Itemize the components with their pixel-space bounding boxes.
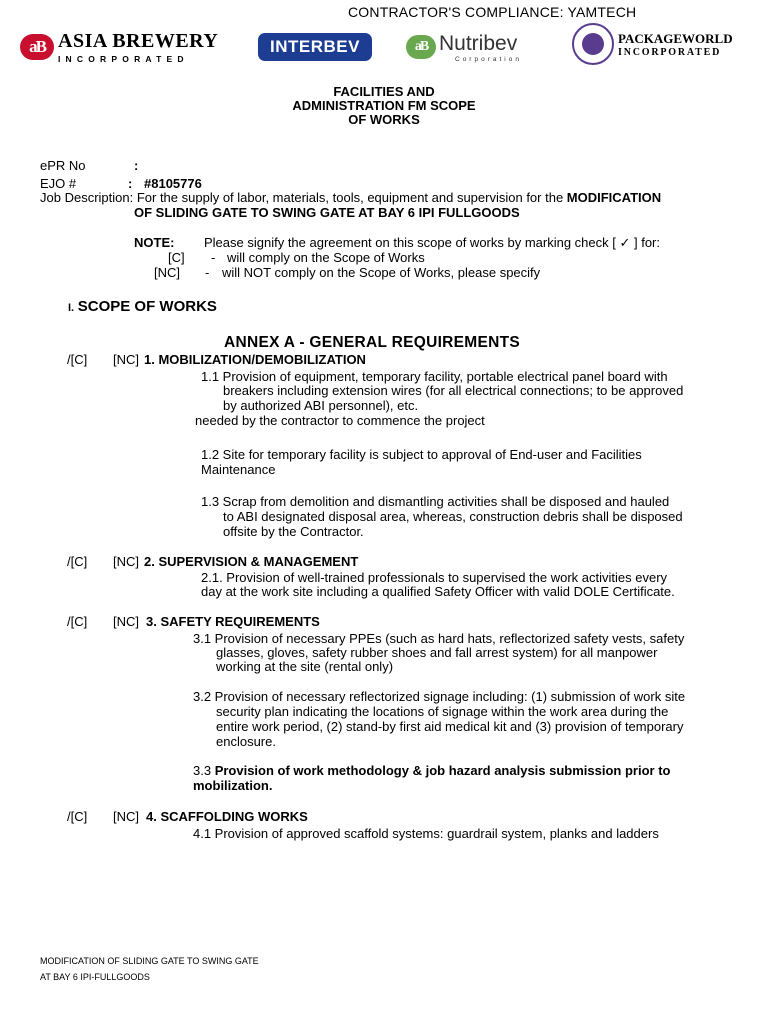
nutribev-name: Nutribev bbox=[439, 31, 518, 55]
note-c-code: [C] bbox=[168, 250, 185, 265]
job-text: : For the supply of labor, materials, tools, equipment and supervision for the bbox=[129, 190, 567, 205]
doc-title-line3: OF WORKS bbox=[348, 112, 420, 127]
packageworld-name: PACKAGEWORLD bbox=[618, 30, 733, 46]
s1-item3-line1: 1.3 Scrap from demolition and dismantling activities shall be disposed and hauled bbox=[201, 494, 670, 509]
s1-item2-line2: Maintenance bbox=[201, 462, 276, 477]
s4-title: 4. SCAFFOLDING WORKS bbox=[146, 809, 308, 824]
note-c-dash: - bbox=[211, 250, 216, 265]
note-text: Please signify the agreement on this scope of works by marking check [ ✓ ] for: bbox=[204, 235, 660, 250]
job-description-line1 bbox=[40, 190, 661, 205]
s4-c-mark: /[C] bbox=[67, 809, 88, 824]
scope-numeral: I. bbox=[68, 302, 75, 314]
packageworld-sub: INCORPORATED bbox=[618, 46, 722, 58]
s2-item1-line2: day at the work site including a qualified Safety Officer with valid DOLE Certificate. bbox=[201, 584, 675, 599]
nutribev-logo bbox=[406, 30, 522, 64]
asia-brewery-logo bbox=[20, 30, 218, 64]
asia-brewery-sub: INCORPORATED bbox=[58, 54, 189, 64]
s1-item1-line1: 1.1 Provision of equipment, temporary facility, portable electrical panel board with bbox=[201, 369, 668, 384]
footer-line1: MODIFICATION OF SLIDING GATE TO SWING GATE bbox=[40, 956, 259, 966]
s3-c-mark: /[C] bbox=[67, 614, 88, 629]
note-c-text: will comply on the Scope of Works bbox=[227, 250, 425, 265]
s3-item3-line1 bbox=[193, 763, 670, 778]
s2-c-mark: /[C] bbox=[67, 554, 88, 569]
s3-item1-line1: 3.1 Provision of necessary PPEs (such as hard hats, reflectorized safety vests, safety bbox=[193, 631, 685, 646]
s4-item1-line1: 4.1 Provision of approved scaffold systems: guardrail system, planks and ladders bbox=[193, 826, 659, 841]
ejo-value: #8105776 bbox=[144, 176, 202, 191]
s1-title: 1. MOBILIZATION/DEMOBILIZATION bbox=[144, 352, 366, 367]
asia-brewery-mark-icon: aB bbox=[20, 34, 54, 60]
job-label: Job Description bbox=[40, 190, 130, 205]
packageworld-seal-icon bbox=[572, 23, 614, 65]
s3-item2-line1: 3.2 Provision of necessary reflectorized signage including: (1) submission of work site bbox=[193, 689, 686, 704]
interbev-logo bbox=[258, 30, 372, 64]
s3-item2-line2: security plan indicating the locations of signage within the work area during the bbox=[216, 704, 669, 719]
s1-item2-line1: 1.2 Site for temporary facility is subject to approval of End-user and Facilities bbox=[201, 447, 642, 462]
ejo-label: EJO # bbox=[40, 176, 77, 191]
s1-item1-line4: needed by the contractor to commence the project bbox=[195, 413, 485, 428]
s1-item1-line2: breakers including extension wires (for all electrical connections; to be approved bbox=[223, 383, 684, 398]
s3-nc-mark: [NC] bbox=[113, 614, 139, 629]
interbev-name: INTERBEV bbox=[258, 33, 372, 61]
compliance-header: CONTRACTOR'S COMPLIANCE: YAMTECH bbox=[348, 4, 637, 20]
s2-nc-mark: [NC] bbox=[113, 554, 139, 569]
s2-title: 2. SUPERVISION & MANAGEMENT bbox=[144, 554, 359, 569]
note-nc-text: will NOT comply on the Scope of Works, please specify bbox=[222, 265, 541, 280]
s1-item3-line2: to ABI designated disposal area, whereas, construction debris shall be disposed bbox=[223, 509, 683, 524]
ejo-colon: : bbox=[128, 176, 133, 191]
epr-label: ePR No bbox=[40, 158, 86, 173]
s1-nc-mark: [NC] bbox=[113, 352, 139, 367]
epr-colon: : bbox=[134, 158, 139, 173]
s3-item2-line4: enclosure. bbox=[216, 734, 276, 749]
s1-c-mark: /[C] bbox=[67, 352, 88, 367]
nutribev-mark-icon: aB bbox=[406, 35, 436, 59]
scope-title: SCOPE OF WORKS bbox=[77, 298, 217, 315]
nutribev-sub: Corporation bbox=[455, 55, 522, 63]
note-nc-code: [NC] bbox=[154, 265, 180, 280]
s3-item3-text: Provision of work methodology & job hazard analysis submission prior to bbox=[214, 763, 671, 778]
note-nc-dash: - bbox=[205, 265, 210, 280]
scope-heading bbox=[68, 298, 217, 315]
doc-title-line2: ADMINISTRATION FM SCOPE bbox=[292, 98, 476, 113]
s3-item1-line2: glasses, gloves, safety rubber shoes and fall arrest system) for all manpower bbox=[216, 645, 658, 660]
job-bold-1: MODIFICATION bbox=[566, 190, 662, 205]
footer-line2: AT BAY 6 IPI-FULLGOODS bbox=[40, 972, 150, 982]
s1-item3-line3: offsite by the Contractor. bbox=[223, 524, 364, 539]
doc-title-line1: FACILITIES AND bbox=[333, 84, 435, 99]
asia-brewery-name: ASIA BREWERY bbox=[58, 30, 219, 52]
s3-item2-line3: entire work period, (2) stand-by first aid medical kit and (3) provision of temporary bbox=[216, 719, 684, 734]
packageworld-logo bbox=[572, 27, 733, 61]
job-description-line2: OF SLIDING GATE TO SWING GATE AT BAY 6 IPI FULLGOODS bbox=[134, 205, 520, 220]
s1-item1-line3: by authorized ABI personnel), etc. bbox=[223, 398, 419, 413]
s3-item3-num: 3.3 bbox=[193, 763, 215, 778]
s2-item1-line1: 2.1. Provision of well-trained professionals to supervised the work activities every bbox=[201, 570, 668, 585]
s3-item1-line3: working at the site (rental only) bbox=[216, 659, 394, 674]
note-label: NOTE: bbox=[134, 235, 175, 250]
s3-item3-line2: mobilization. bbox=[193, 778, 273, 793]
annex-title: ANNEX A - GENERAL REQUIREMENTS bbox=[224, 334, 521, 351]
s3-title: 3. SAFETY REQUIREMENTS bbox=[146, 614, 320, 629]
s4-nc-mark: [NC] bbox=[113, 809, 139, 824]
